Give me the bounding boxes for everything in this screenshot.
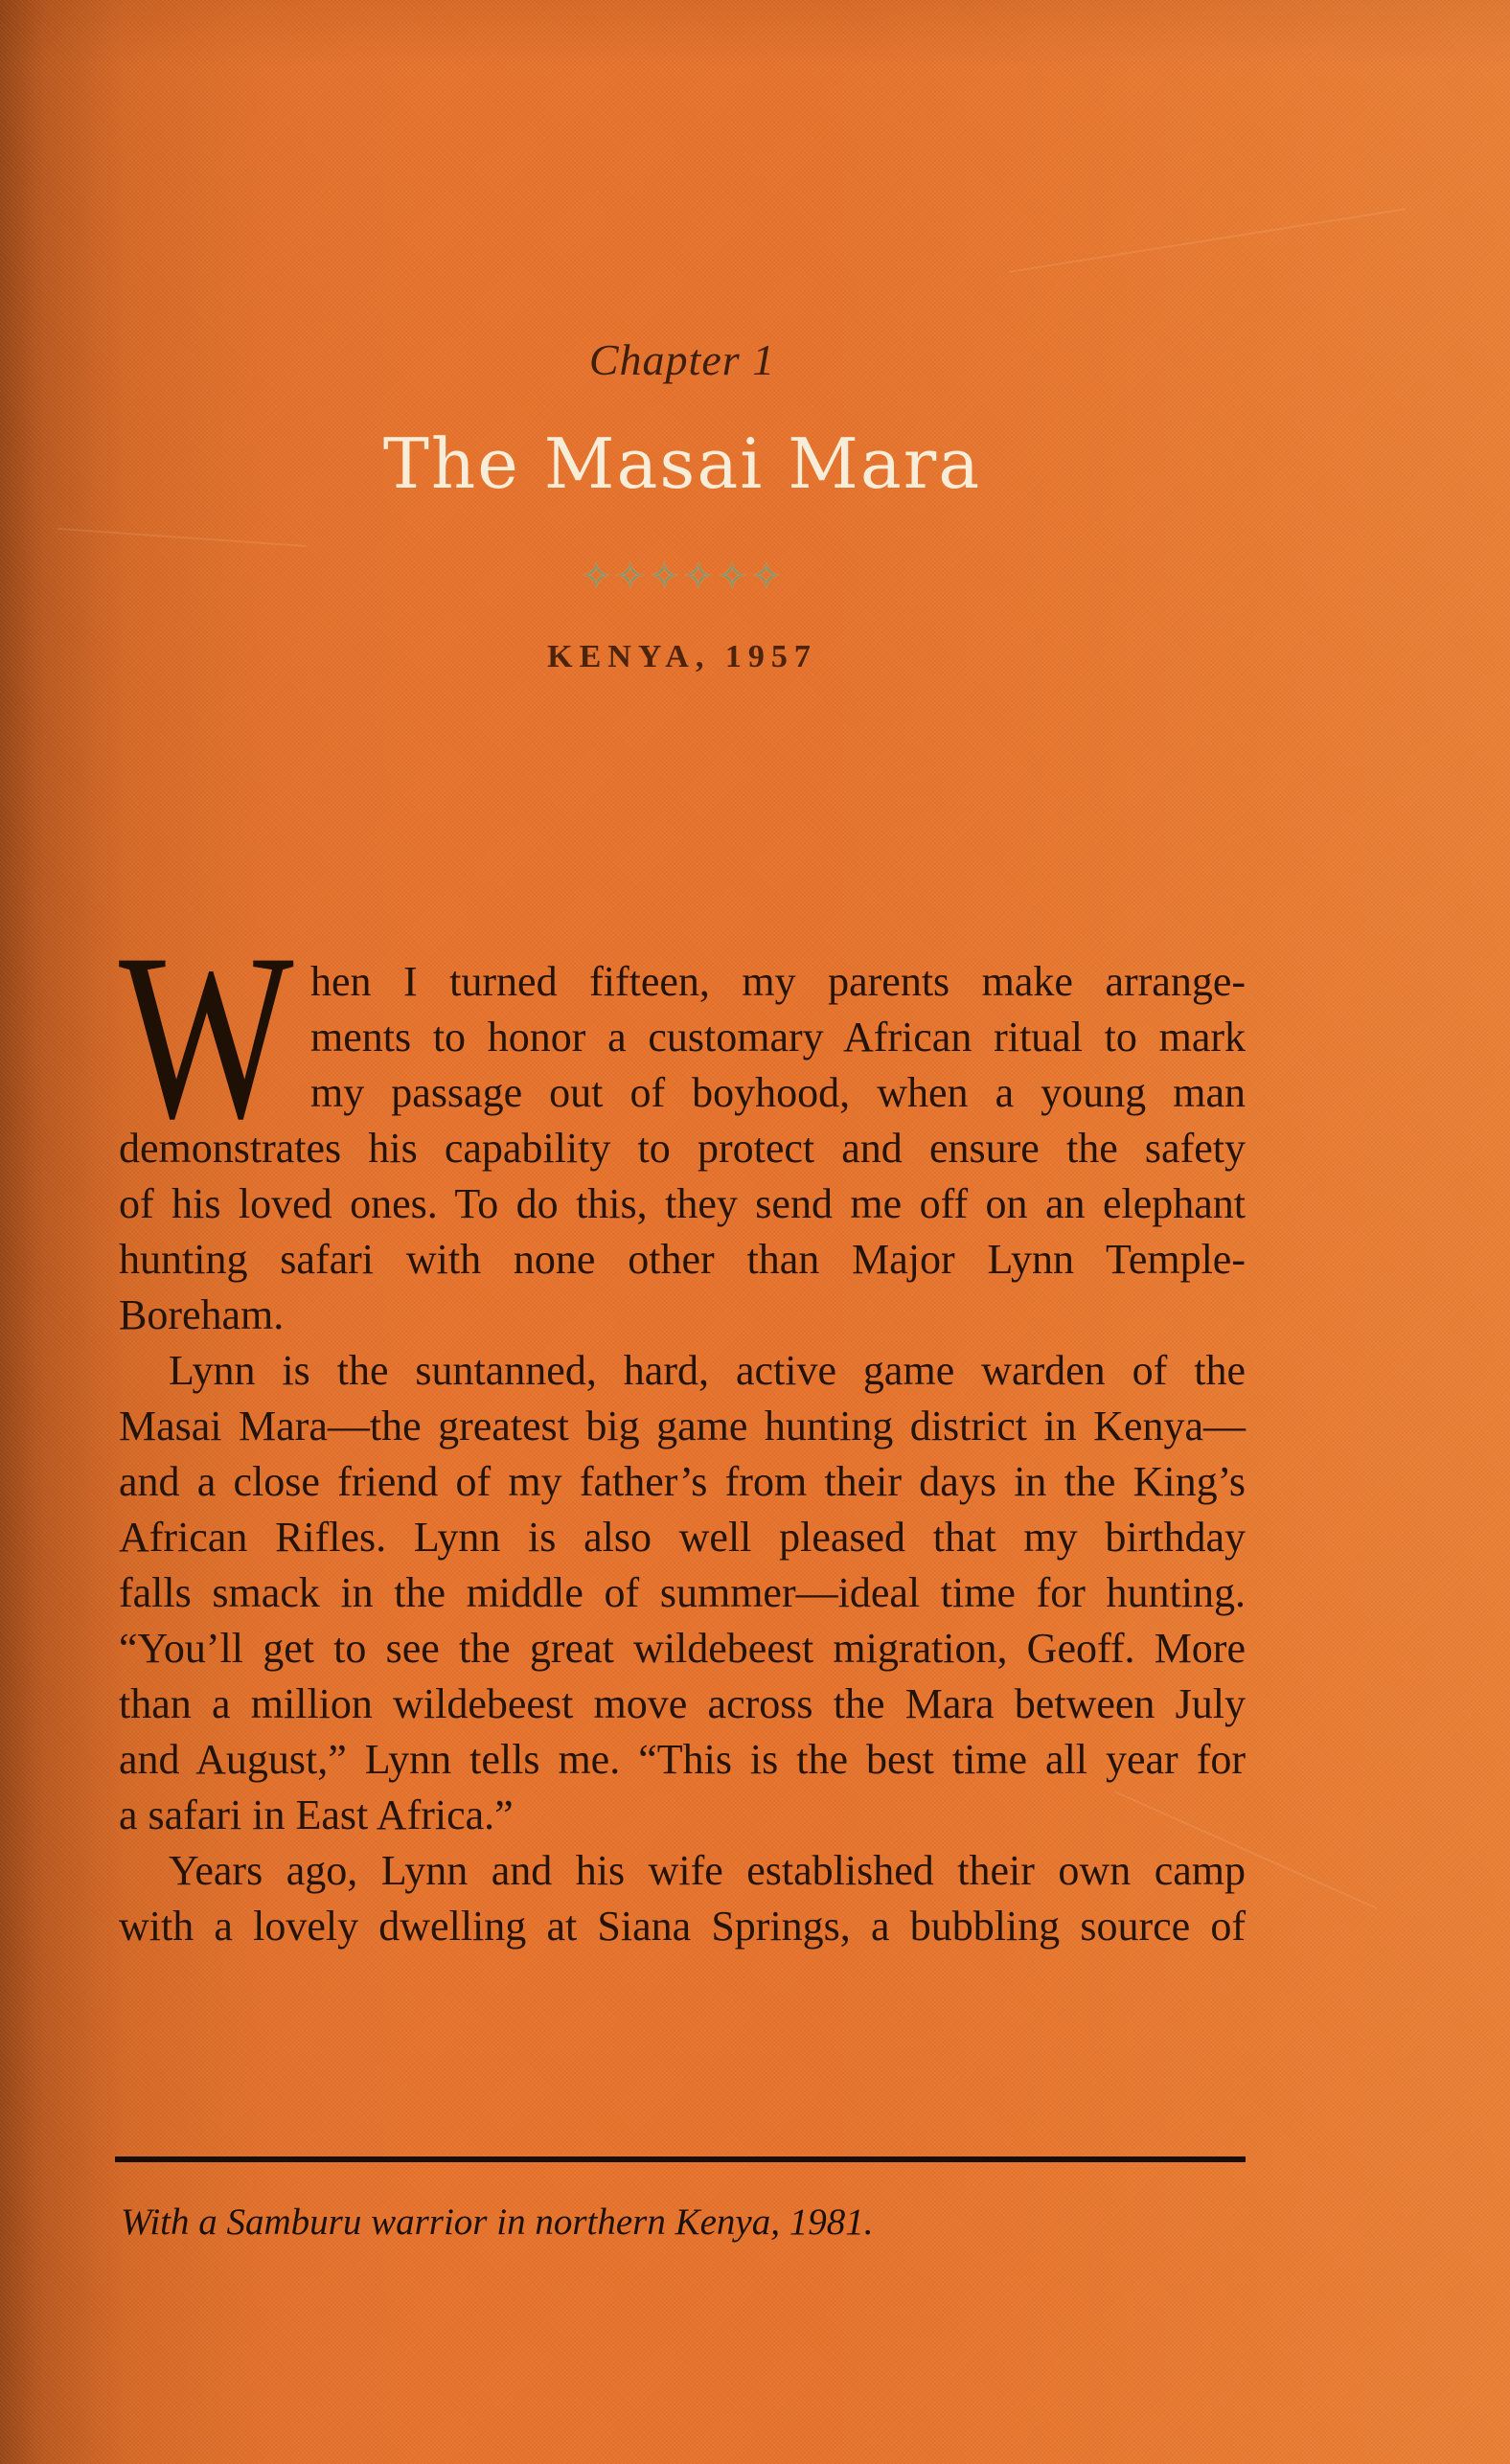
chapter-title: The Masai Mara — [382, 423, 982, 504]
body-line: Lynn is the suntanned, hard, active game warden of the — [169, 1347, 1246, 1394]
chapter-label: Chapter 1 — [588, 335, 776, 384]
ornament-stars-icon: ✧✧✧✧✧✧ — [580, 555, 785, 599]
body-line: and August,” Lynn tells me. “This is the best time all year for — [119, 1736, 1246, 1783]
body-line: hen I turned fifteen, my parents make arrange- — [310, 958, 1246, 1005]
paper-crease — [1008, 208, 1406, 273]
body-line: ments to honor a customary African ritual to mark — [310, 1014, 1246, 1061]
body-line: Years ago, Lynn and his wife established their own camp — [169, 1847, 1246, 1894]
body-line: than a million wildebeest move across the Mara between July — [119, 1680, 1246, 1727]
chapter-kicker: KENYA, 1957 — [547, 639, 817, 674]
body-line: and a close friend of my father’s from their days in the King’s — [119, 1458, 1246, 1505]
photo-caption: With a Samburu warrior in northern Kenya, 1981. — [121, 2202, 874, 2243]
body-line: a safari in East Africa.” — [119, 1791, 514, 1838]
footer-rule — [115, 2156, 1246, 2162]
paragraph — [119, 904, 1246, 1343]
body-line: African Rifles. Lynn is also well pleased that my birthday — [119, 1514, 1246, 1561]
body-line: hunting safari with none other than Major Lynn Temple- — [119, 1236, 1246, 1283]
paper-crease — [57, 528, 307, 547]
body-line: of his loved ones. To do this, they send me off on an elephant — [119, 1180, 1246, 1227]
drop-cap-letter: W — [119, 904, 294, 1168]
paragraph — [119, 1843, 1246, 1954]
body-line: Boreham. — [119, 1291, 285, 1338]
body-line: demonstrates his capability to protect and ensure the safety — [119, 1125, 1246, 1172]
body-line: falls smack in the middle of summer—ideal time for hunting. — [119, 1569, 1246, 1616]
paragraph — [119, 1343, 1246, 1843]
drop-cap — [119, 904, 310, 1168]
body-line: Masai Mara—the greatest big game hunting district in Kenya— — [119, 1403, 1246, 1449]
body-text — [119, 904, 1246, 1954]
body-line: “You’ll get to see the great wildebeest migration, Geoff. More — [119, 1625, 1246, 1672]
body-line: my passage out of boyhood, when a young man — [310, 1069, 1246, 1116]
body-line: with a lovely dwelling at Siana Springs, a bubbling source of — [119, 1903, 1246, 1950]
